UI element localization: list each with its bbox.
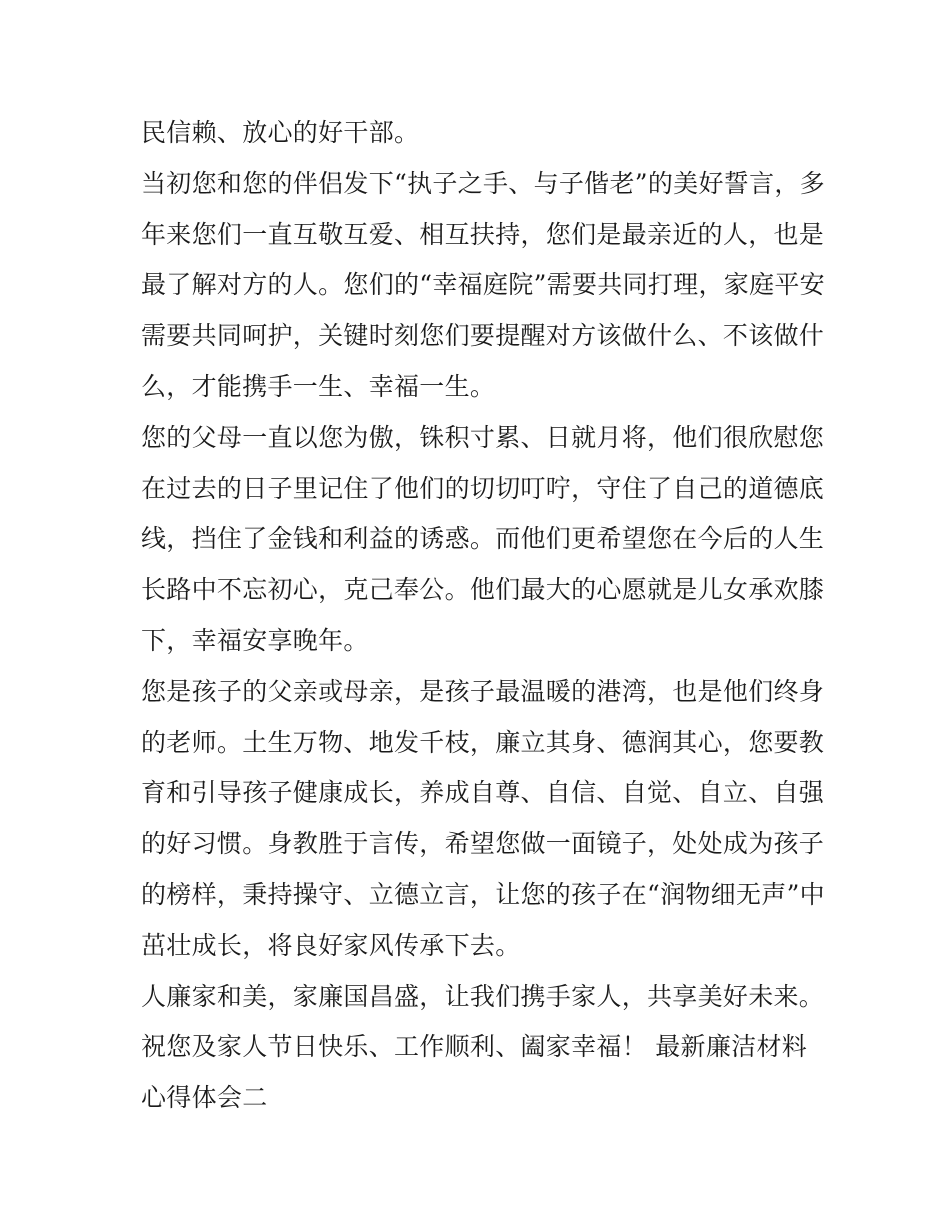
text-line: 茁壮成长，将良好家风传承下去。: [141, 930, 521, 960]
text-line: 民信赖、放心的好干部。: [141, 118, 420, 147]
text-line: 当初您和您的伴侣发下“执子之手、与子偕老”的美好誓言，多: [141, 168, 825, 198]
text-line: 心得体会二: [141, 1083, 268, 1113]
text-line: 育和引导孩子健康成长，养成自尊、自信、自觉、自立、自强: [141, 778, 825, 808]
text-line: 您是孩子的父亲或母亲，是孩子最温暖的港湾，也是他们终身: [141, 676, 825, 706]
text-line: 在过去的日子里记住了他们的切切叮咛，守住了自己的道德底: [141, 473, 825, 503]
text-line: 需要共同呵护，关键时刻您们要提醒对方该做什么、不该做什: [141, 321, 825, 351]
text-line: 线，挡住了金钱和利益的诱惑。而他们更希望您在今后的人生: [141, 524, 825, 554]
text-line: 下，幸福安享晚年。: [141, 625, 369, 655]
text-line: 年来您们一直互敬互爱、相互扶持，您们是最亲近的人，也是: [141, 219, 825, 249]
document-body: [141, 108, 825, 1124]
text-line: 的榜样，秉持操守、立德立言，让您的孩子在“润物细无声”中: [141, 879, 825, 909]
text-line: 么，才能携手一生、幸福一生。: [141, 371, 496, 401]
text-line: 祝您及家人节日快乐、工作顺利、阖家幸福！ 最新廉洁材料: [141, 1032, 808, 1062]
text-line: 人廉家和美，家廉国昌盛，让我们携手家人，共享美好未来。: [141, 981, 825, 1011]
text-line: 的好习惯。身教胜于言传，希望您做一面镜子，处处成为孩子: [141, 829, 825, 859]
text-line: 的老师。土生万物、地发千枝，廉立其身、德润其心，您要教: [141, 727, 825, 757]
text-line: 您的父母一直以您为傲，铢积寸累、日就月将，他们很欣慰您: [141, 422, 825, 452]
text-line: 长路中不忘初心，克己奉公。他们最大的心愿就是儿女承欢膝: [141, 575, 825, 605]
text-line: 最了解对方的人。您们的“幸福庭院”需要共同打理，家庭平安: [141, 270, 825, 300]
